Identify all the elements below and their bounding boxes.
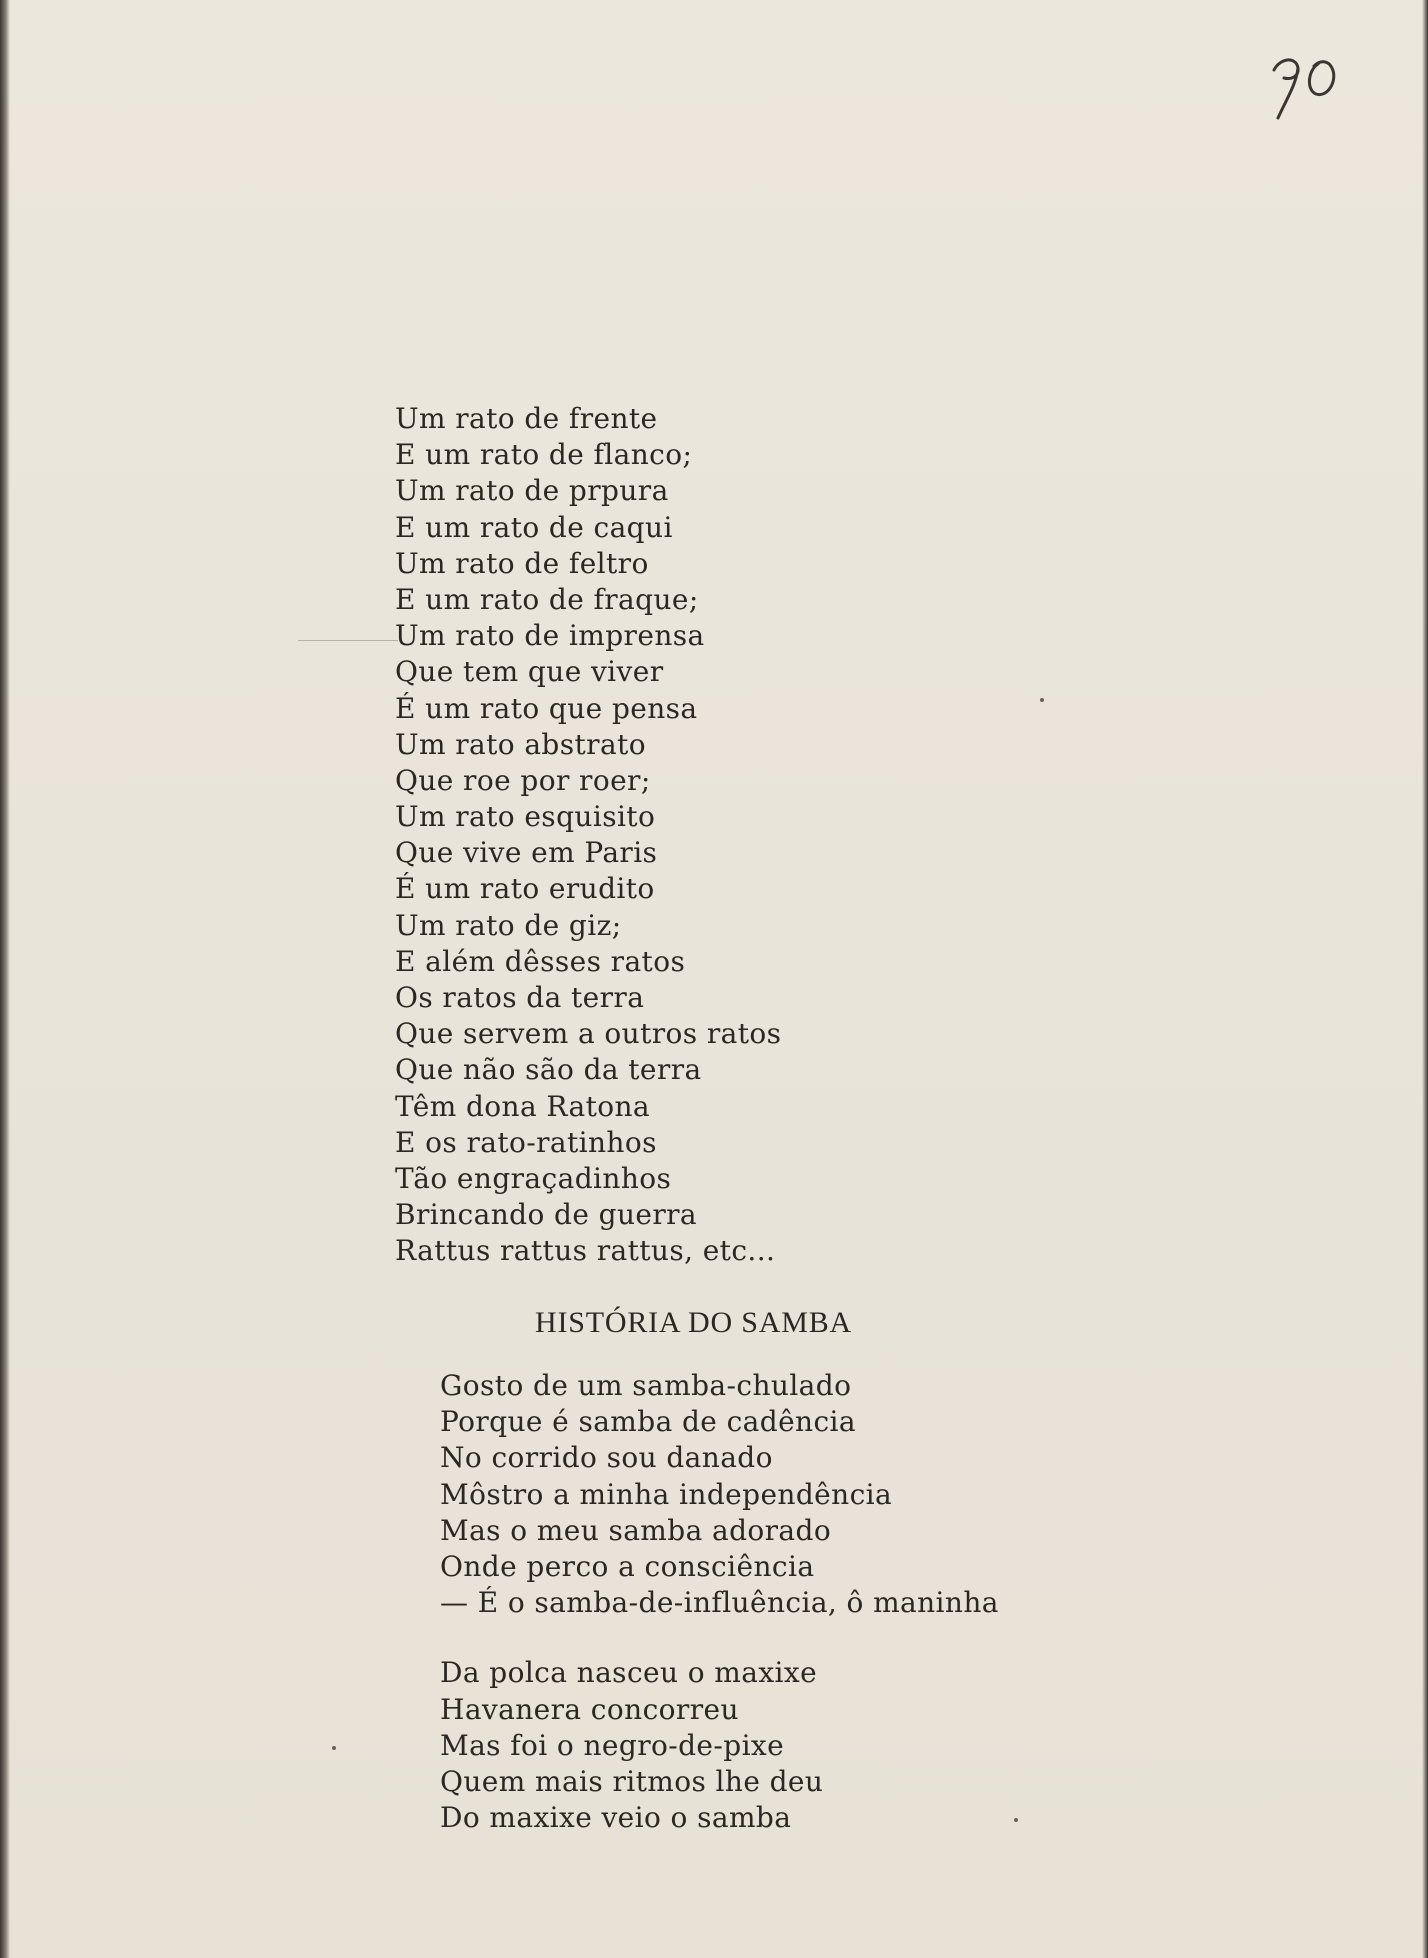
poem-line: Mas foi o negro-de-pixe [440, 1728, 785, 1762]
poem-line: Do maxixe veio o samba [440, 1801, 792, 1835]
paper-speck [1040, 698, 1044, 702]
poem-line: Um rato de frente [395, 402, 658, 435]
poem-line: Rattus rattus rattus, etc... [395, 1234, 776, 1268]
poem-line: Que tem que viver [395, 655, 664, 689]
poem-line: E um rato de caqui [395, 510, 673, 544]
paper-mark [298, 640, 398, 641]
poem-line: Um rato de feltro [395, 546, 649, 580]
poem-line: É um rato que pensa [395, 691, 698, 725]
poem-line: Têm dona Ratona [395, 1089, 651, 1123]
poem-line: Que vive em Paris [395, 836, 658, 870]
poem-line: Mas o meu samba adorado [440, 1513, 832, 1547]
poem-line: É um rato erudito [395, 872, 655, 906]
poem-line: Quem mais ritmos lhe deu [440, 1764, 824, 1798]
poem-line: Môstro a minha independência [440, 1477, 893, 1511]
poem-line: No corrido sou danado [440, 1441, 773, 1475]
poem-line: Um rato abstrato [395, 727, 646, 761]
paper-speck [332, 1746, 336, 1750]
poem-line: Havanera concorreu [440, 1692, 739, 1726]
poem-line: Que roe por roer; [395, 763, 651, 797]
poem-line: Da polca nasceu o maxixe [440, 1656, 818, 1690]
poem-line: Que não são da terra [395, 1053, 702, 1087]
poem-line: Que servem a outros ratos [395, 1017, 782, 1051]
poem-line: E os rato-ratinhos [395, 1125, 657, 1159]
poem-line: Os ratos da terra [395, 981, 645, 1014]
poem-line: Porque é samba de cadência [440, 1405, 857, 1439]
poem-historia-do-samba [440, 1368, 999, 1836]
stanza-break [440, 1621, 999, 1655]
poem-line: Gosto de um samba-chulado [440, 1369, 852, 1402]
poem-line: Um rato esquisito [395, 800, 656, 834]
poem-line: Onde perco a consciência [440, 1549, 815, 1583]
poem-line: — É o samba-de-influência, ô maninha [440, 1586, 999, 1620]
poem-line: Um rato de imprensa [395, 619, 705, 653]
poem-line: E além dêsses ratos [395, 944, 686, 978]
poem-line: E um rato de fraque; [395, 582, 699, 616]
poem-line: Brincando de guerra [395, 1198, 698, 1232]
paper-speck [1014, 1818, 1018, 1822]
poem-rato [395, 401, 781, 1270]
poem-line: Tão engraçadinhos [395, 1161, 672, 1195]
section-title: HISTÓRIA DO SAMBA [535, 1306, 852, 1339]
handwritten-page-number [1266, 40, 1356, 130]
poem-line: E um rato de flanco; [395, 438, 693, 472]
poem-line: Um rato de prpura [395, 474, 669, 508]
poem-line: Um rato de giz; [395, 908, 622, 942]
